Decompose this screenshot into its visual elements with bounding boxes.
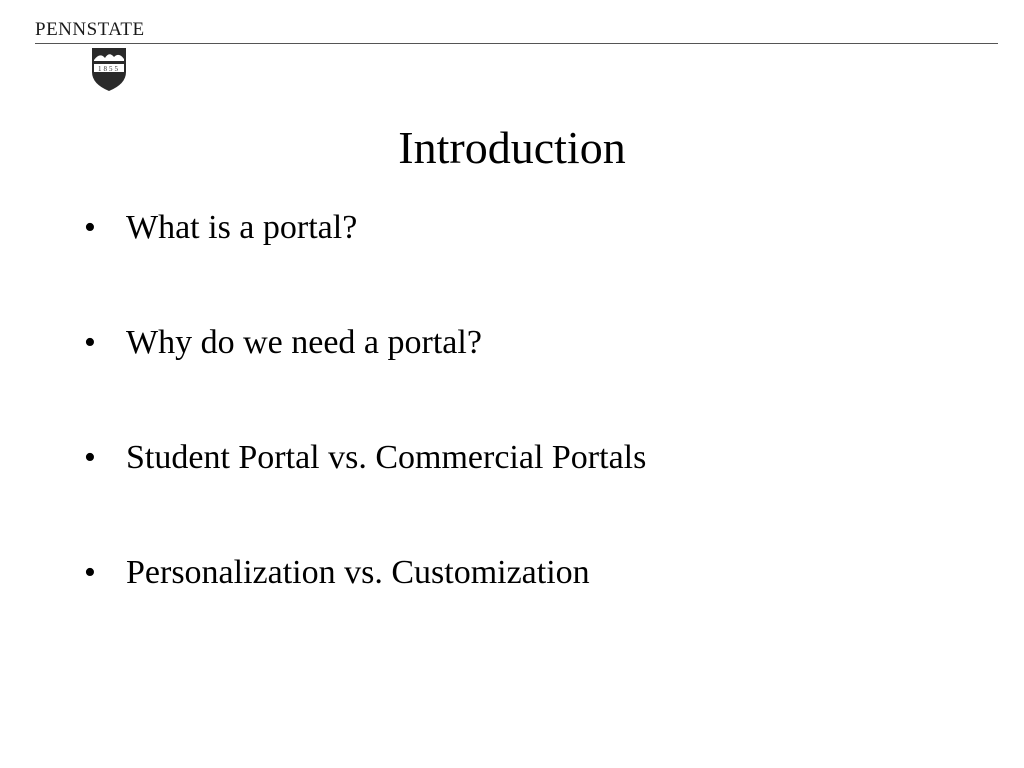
penn-state-shield-logo bbox=[90, 46, 128, 92]
shield-year: 1855 bbox=[98, 65, 120, 73]
header-divider bbox=[35, 43, 998, 44]
bullet-text: Student Portal vs. Commercial Portals bbox=[126, 439, 647, 476]
penn-state-wordmark: PENNSTATE bbox=[35, 19, 145, 40]
bullet-text: Personalization vs. Customization bbox=[126, 554, 590, 591]
slide-title: Introduction bbox=[398, 122, 626, 173]
bullet-icon: • bbox=[84, 324, 96, 361]
bullet-icon: • bbox=[84, 209, 96, 246]
bullet-icon: • bbox=[84, 439, 96, 476]
bullet-icon: • bbox=[84, 554, 96, 591]
bullet-text: Why do we need a portal? bbox=[126, 324, 482, 361]
bullet-text: What is a portal? bbox=[126, 209, 358, 246]
